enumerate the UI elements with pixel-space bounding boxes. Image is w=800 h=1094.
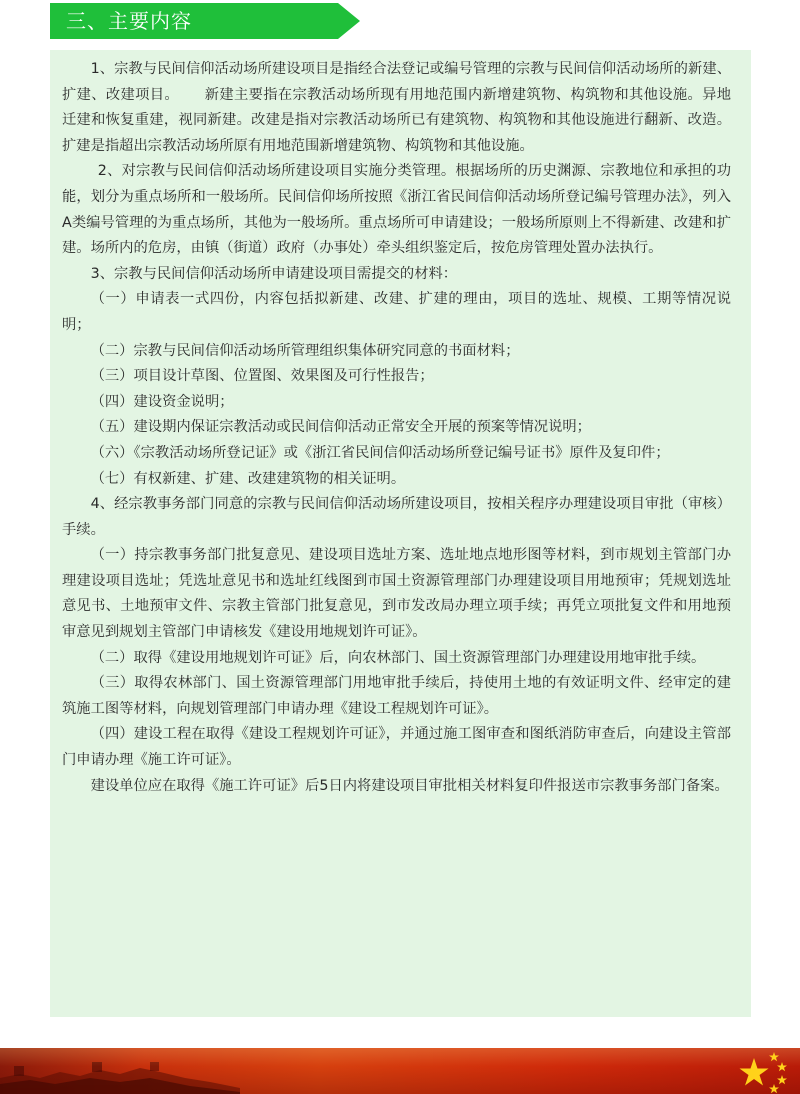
paragraph-5: 建设单位应在取得《施工许可证》后5日内将建设项目审批相关材料复印件报送市宗教事务部门备案。 (90, 777, 729, 794)
paragraph-1-part-b: 新建主要指在宗教活动场所现有用地范围内新增建筑物、构筑物和其他设施。异地迁建和恢复重建，视同新建。改建是指对宗教活动场所已有建筑物、构筑物和其他设施进行翻新、改造。扩建是指超出宗教活动场所原有用地范围新增建筑物、构筑物和其他设施。 (62, 86, 732, 154)
list-item-4-1: （一）持宗教事务部门批复意见、建设项目选址方案、选址地点地形图等材料，到市规划主管部门办理建设项目选址；凭选址意见书和选址红线图到市国土资源管理部门办理建设项目用地预审；凭规划选址意见书、土地预审文件、宗教主管部门批复意见，到市发改局办理立项手续；再凭立项批复文件和用地预审意见到规划主管部门申请核发《建设用地规划许可证》。 (62, 547, 731, 641)
paragraph-1 (62, 57, 731, 159)
list-item-3-2: （二）宗教与民间信仰活动场所管理组织集体研究同意的书面材料； (90, 342, 520, 359)
star-icon (730, 1048, 800, 1094)
footer-glow (0, 1048, 800, 1094)
list-item-3-7: （七）有权新建、扩建、改建建筑物的相关证明。 (90, 470, 406, 487)
list-item-3-5: （五）建设期内保证宗教活动或民间信仰活动正常安全开展的预案等情况说明； (90, 419, 591, 436)
list-item-3-4: （四）建设资金说明； (90, 393, 234, 410)
list-item-3-1: （一）申请表一式四份，内容包括拟新建、改建、扩建的理由，项目的选址、规模、工期等情况说明； (62, 291, 731, 333)
list-item-3-3: （三）项目设计草图、位置图、效果图及可行性报告； (90, 368, 434, 385)
paragraph-1-part-a: 1、宗教与民间信仰活动场所建设项目是指经合法登记或编号管理的宗教与民间信仰活动场所的新建、扩建、改建项目。 (62, 61, 731, 103)
footer-decoration (0, 1048, 800, 1094)
paragraph-4: 4、经宗教事务部门同意的宗教与民间信仰活动场所建设项目，按相关程序办理建设项目审批（审核）手续。 (62, 496, 731, 538)
paragraph-3: 3、宗教与民间信仰活动场所申请建设项目需提交的材料： (90, 265, 458, 282)
list-item-4-2: （二）取得《建设用地规划许可证》后，向农林部门、国土资源管理部门办理建设用地审批手续。 (90, 649, 706, 666)
list-item-4-4: （四）建设工程在取得《建设工程规划许可证》，并通过施工图审查和图纸消防审查后，向建设主管部门申请办理《施工许可证》。 (62, 726, 731, 769)
section-title: 三、主要内容 (66, 9, 192, 33)
list-item-4-3: （三）取得农林部门、国土资源管理部门用地审批手续后，持使用土地的有效证明文件、经审定的建筑施工图等材料，向规划管理部门申请办理《建设工程规划许可证》。 (62, 675, 731, 717)
section-title-banner (50, 3, 360, 39)
list-item-3-6: （六）《宗教活动场所登记证》或《浙江省民间信仰活动场所登记编号证书》原件及复印件； (90, 444, 670, 461)
paragraph-2: 2、对宗教与民间信仰活动场所建设项目实施分类管理。根据场所的历史渊源、宗教地位和承担的功能，划分为重点场所和一般场所。民间信仰场所按照《浙江省民间信仰活动场所登记编号管理办法》，列入A类编号管理的为重点场所，其他为一般场所。重点场所可申请建设；一般场所原则上不得新建、改建和扩建。场所内的危房，由镇（街道）政府（办事处）牵头组织鉴定后，按危房管理处置办法执行。 (62, 163, 731, 257)
content-panel (50, 50, 751, 1017)
